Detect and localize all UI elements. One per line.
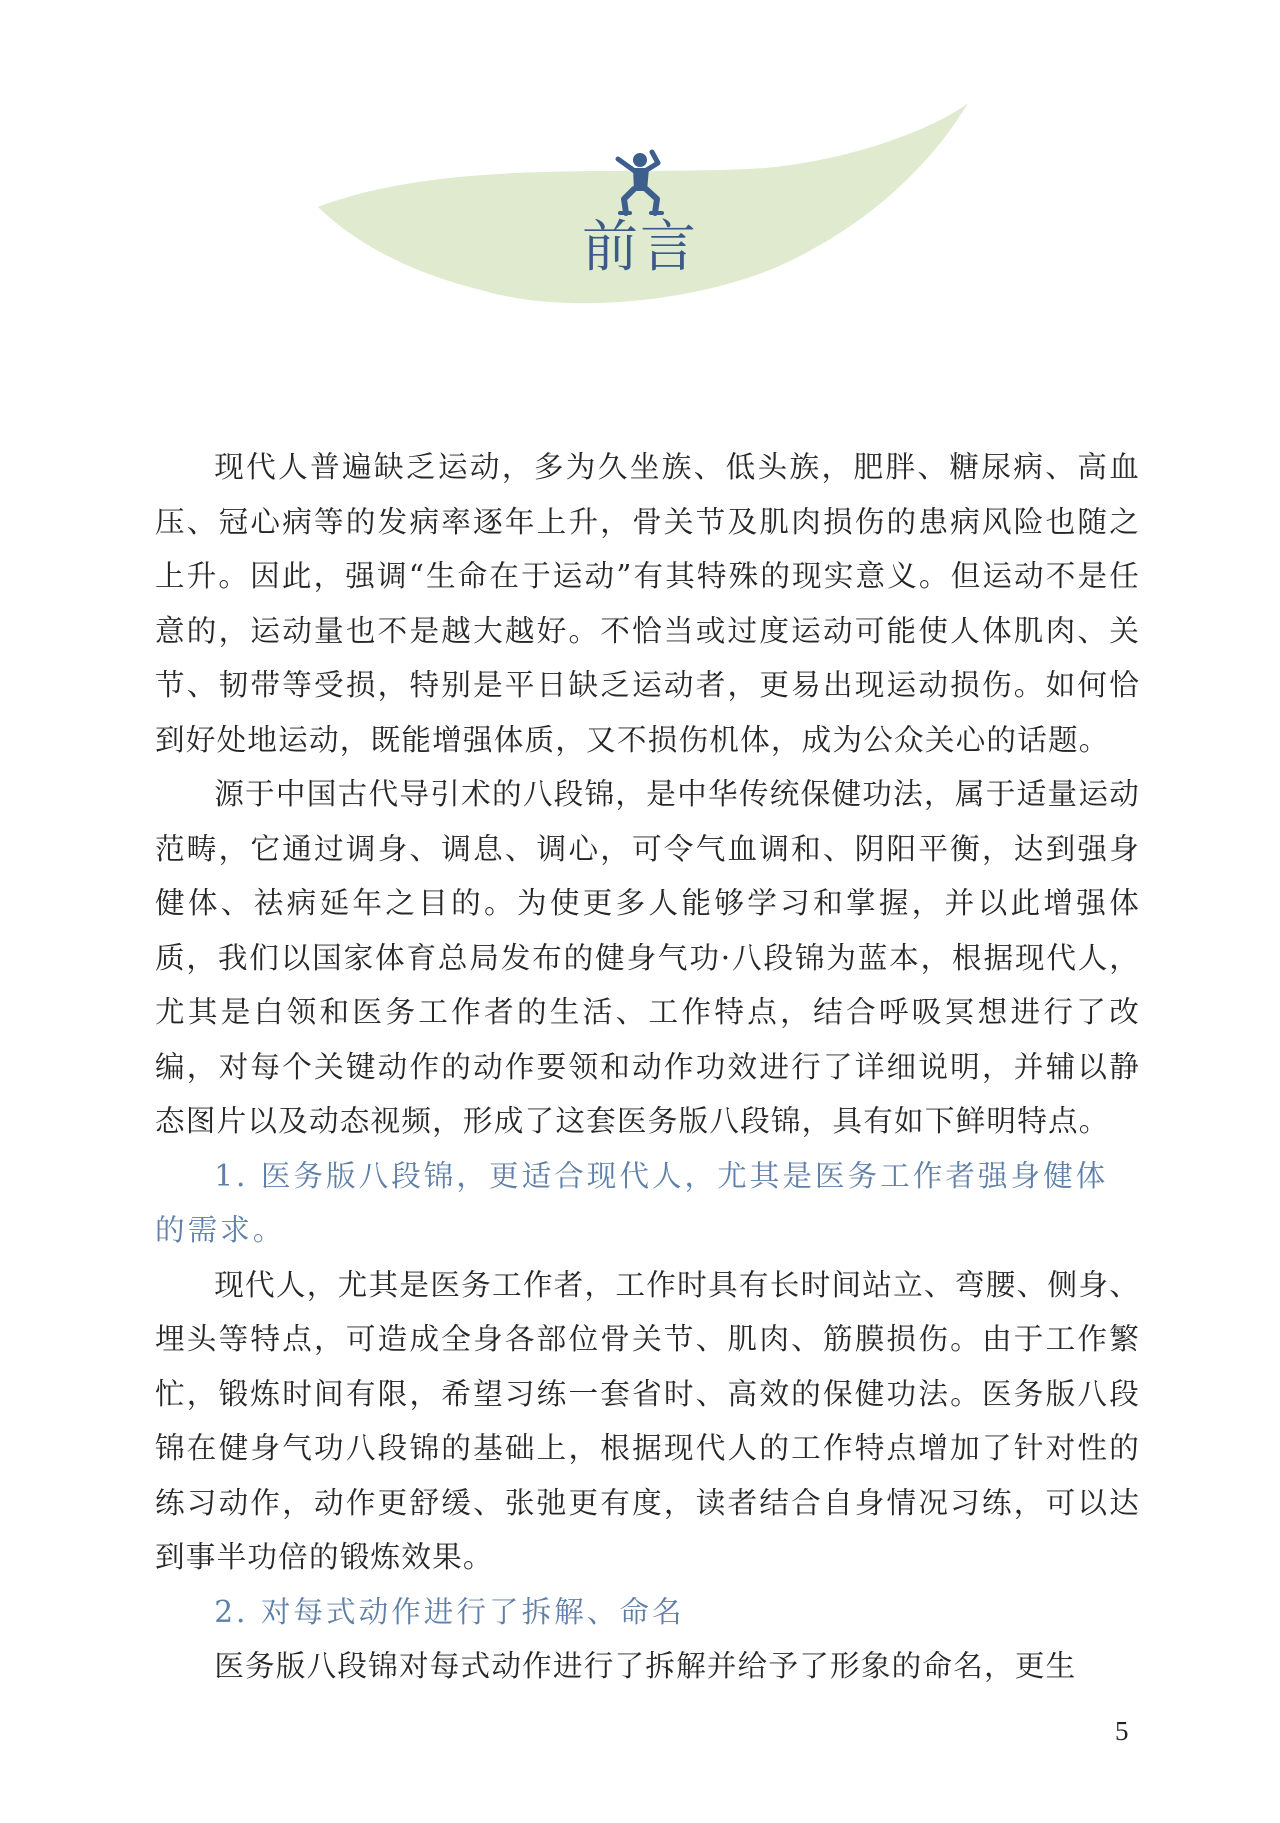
paragraph: 现代人普遍缺乏运动，多为久坐族、低头族，肥胖、糖尿病、高血压、冠心病等的发病率逐年上升，骨关节及肌肉损伤的患病风险也随之上升。因此，强调“生命在于运动”有其特殊的现实意义。但运动不是任意的，运动量也不是越大越好。不恰当或过度运动可能使人体肌肉、关节、韧带等受损，特别是平日缺乏运动者，更易出现运动损伤。如何恰到好处地运动，既能增强体质，又不损伤机体，成为公众关心的话题。 xyxy=(155,450,1140,757)
section-heading: 2. 对每式动作进行了拆解、命名 xyxy=(214,1594,685,1629)
section-heading: 1. 医务版八段锦，更适合现代人，尤其是医务工作者强身健体的需求。 xyxy=(155,1158,1109,1247)
page-title: 前言 xyxy=(582,215,698,280)
page-number: 5 xyxy=(1115,1716,1129,1746)
paragraph: 现代人，尤其是医务工作者，工作时具有长时间站立、弯腰、侧身、埋头等特点，可造成全身各部位骨关节、肌肉、筋膜损伤。由于工作繁忙，锻炼时间有限，希望习练一套省时、高效的保健功法。医务版八段锦在健身气功八段锦的基础上，根据现代人的工作特点增加了针对性的练习动作，动作更舒缓、张弛更有度，读者结合自身情况习练，可以达到事半功倍的锻炼效果。 xyxy=(155,1267,1140,1574)
body-text xyxy=(155,440,1140,1694)
paragraph: 医务版八段锦对每式动作进行了拆解并给予了形象的命名，更生 xyxy=(214,1649,1077,1683)
paragraph: 源于中国古代导引术的八段锦，是中华传统保健功法，属于适量运动范畴，它通过调身、调息、调心，可令气血调和、阴阳平衡，达到强身健体、祛病延年之目的。为使更多人能够学习和掌握，并以此增强体质，我们以国家体育总局发布的健身气功·八段锦为蓝本，根据现代人，尤其是白领和医务工作者的生活、工作特点，结合呼吸冥想进行了改编，对每个关键动作的动作要领和动作功效进行了详细说明，并辅以静态图片以及动态视频，形成了这套医务版八段锦，具有如下鲜明特点。 xyxy=(155,777,1140,1138)
